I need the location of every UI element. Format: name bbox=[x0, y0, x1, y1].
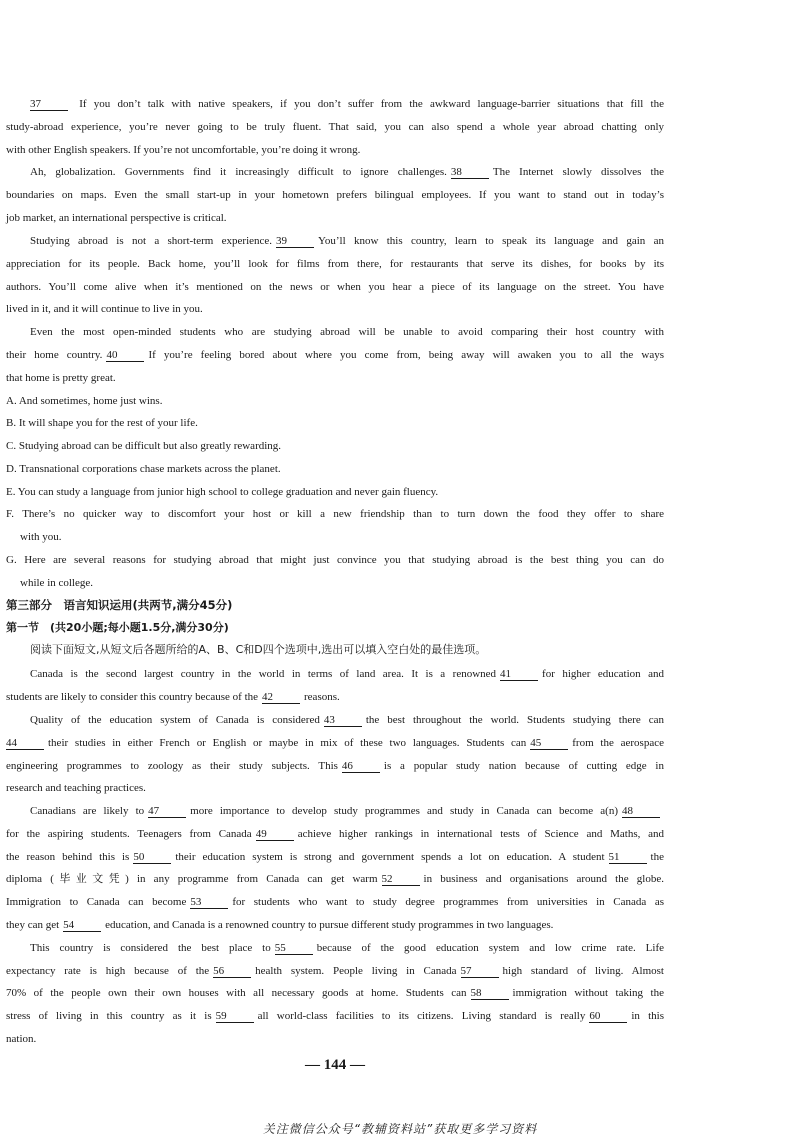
passage-line: Studying abroad is not a short-term experience. 39 You’ll know this country, learn to speak its language and gain an bbox=[30, 235, 665, 247]
blank-47: 47 bbox=[148, 805, 186, 818]
blank-60: 60 bbox=[589, 1010, 627, 1023]
blank-40: 40 bbox=[106, 349, 144, 362]
passage-line: Even the most open-minded students who are studying abroad will be unable to avoid comparing their host country with bbox=[30, 326, 664, 338]
blank-41: 41 bbox=[500, 668, 538, 681]
cloze-line: research and teaching practices. bbox=[6, 782, 146, 794]
passage-line: lived in it, and it will continue to live in you. bbox=[6, 303, 203, 315]
blank-59: 59 bbox=[216, 1010, 254, 1023]
cloze-line: Canadians are likely to 47 more importance to develop study programmes and study in Canada can become a(n) 48 bbox=[30, 804, 664, 818]
blank-51: 51 bbox=[609, 851, 647, 864]
option-a: A. And sometimes, home just wins. bbox=[6, 395, 163, 407]
blank-54: 54 bbox=[63, 919, 101, 932]
section1-heading: 第一节 (共20小题;每小题1.5分,满分30分) bbox=[6, 621, 229, 634]
blank-56: 56 bbox=[213, 965, 251, 978]
blank-58: 58 bbox=[471, 987, 509, 1000]
blank-43: 43 bbox=[324, 714, 362, 727]
blank-45: 45 bbox=[530, 737, 568, 750]
passage-line: authors. You’ll come alive when it’s mentioned on the news or when you hear a piece of its language on the street. You have bbox=[6, 281, 664, 293]
option-g-cont: while in college. bbox=[20, 577, 94, 589]
cloze-line: for the aspiring students. Teenagers from Canada 49 achieve higher rankings in international tests of Science and Maths, and bbox=[6, 828, 665, 840]
passage-line: Ah, globalization. Governments find it increasingly difficult to ignore challenges. 38 The Internet slowly dissolves the bbox=[30, 166, 664, 178]
blank-57: 57 bbox=[461, 965, 499, 978]
passage-line: 37 If you don’t talk with native speakers, if you don’t suffer from the awkward language-barrier situations that fill the bbox=[30, 98, 664, 110]
page-number: — 144 — bbox=[305, 1057, 365, 1073]
blank-50: 50 bbox=[133, 851, 171, 864]
option-f: F. There’s no quicker way to discomfort your host or kill a new friendship than to turn down the food they offer to share bbox=[6, 508, 664, 520]
cloze-line: nation. bbox=[6, 1033, 37, 1045]
blank-42: 42 bbox=[262, 691, 300, 704]
cloze-line: Canada is the second largest country in the world in terms of land area. It is a renowned 41 for higher education and bbox=[30, 668, 664, 680]
instruction: 阅读下面短文,从短文后各题所给的A、B、C和D四个选项中,选出可以填入空白处的最佳选项。 bbox=[30, 643, 487, 656]
passage-line: study-abroad experience, you’re never going to be truly fluent. That said, you can also spend a whole year abroad chatting only bbox=[6, 121, 664, 133]
footer-note: 关注微信公众号“教辅资料站”获取更多学习资料 bbox=[262, 1122, 538, 1136]
blank-39: 39 bbox=[276, 235, 314, 248]
blank-38: 38 bbox=[451, 166, 489, 179]
blank-55: 55 bbox=[275, 942, 313, 955]
cloze-line: expectancy rate is high because of the 56 health system. People living in Canada 57 high standard of living. Almost bbox=[6, 965, 664, 977]
part3-heading: 第三部分 语言知识运用(共两节,满分45分) bbox=[6, 598, 233, 612]
option-e: E. You can study a language from junior high school to college graduation and never gain fluency. bbox=[6, 486, 439, 498]
blank-52: 52 bbox=[382, 873, 420, 886]
option-g: G. Here are several reasons for studying abroad that might just convince you that studying abroad is the best thing you can do bbox=[6, 554, 664, 566]
option-b: B. It will shape you for the rest of your life. bbox=[6, 417, 198, 429]
cloze-line: 44 their studies in either French or English or maybe in mix of these two languages. Students can 45 from the aerospace bbox=[6, 737, 664, 749]
blank-49: 49 bbox=[256, 828, 294, 841]
passage-line: that home is pretty great. bbox=[6, 372, 116, 384]
option-c: C. Studying abroad can be difficult but also greatly rewarding. bbox=[6, 440, 282, 452]
passage-line: their home country. 40 If you’re feeling bored about where you come from, being away will awaken you to all the ways bbox=[6, 349, 664, 361]
cloze-line: diploma (毕业文凭) in any programme from Canada can get warm 52 in business and organisations around the globe. bbox=[6, 873, 664, 885]
blank-46: 46 bbox=[342, 760, 380, 773]
blank-44: 44 bbox=[6, 737, 44, 750]
cloze-line: This country is considered the best place to 55 because of the good education system and low crime rate. Life bbox=[30, 942, 664, 954]
cloze-line: 70% of the people own their own houses with all necessary goods at home. Students can 58 immigration without taking the bbox=[6, 987, 664, 999]
cloze-line: the reason behind this is 50 their education system is strong and government spends a lot on education. A student 51 the bbox=[6, 851, 664, 863]
passage-line: job market, an international perspective is critical. bbox=[6, 212, 227, 224]
blank-37: 37 bbox=[30, 98, 68, 111]
cloze-line: students are likely to consider this country because of the 42 reasons. bbox=[6, 691, 340, 703]
cloze-line: engineering programmes to zoology as their study subjects. This 46 is a popular study nation because of cutting edge in bbox=[6, 760, 664, 772]
blank-53: 53 bbox=[190, 896, 228, 909]
cloze-line: Quality of the education system of Canada is considered 43 the best throughout the world. Students studying there can bbox=[30, 714, 664, 726]
passage-line: boundaries on maps. Even the small start-up in your hometown prefers bilingual employees. If you want to stand out in today’s bbox=[6, 189, 664, 201]
cloze-line: they can get 54 education, and Canada is a renowned country to pursue different study programmes in two languages. bbox=[6, 919, 554, 931]
blank-48: 48 bbox=[622, 805, 660, 818]
passage-line: with other English speakers. If you’re not uncomfortable, you’re doing it wrong. bbox=[6, 144, 361, 156]
option-f-cont: with you. bbox=[20, 531, 62, 543]
passage-line: appreciation for its people. Back home, you’ll look for films from there, for restaurants that serve its dishes, for books by its bbox=[6, 258, 664, 270]
cloze-line: stress of living in this country as it is 59 all world-class facilities to its citizens. Living standard is really 60 in this bbox=[6, 1010, 664, 1022]
cloze-line: Immigration to Canada can become 53 for students who want to study degree programmes from universities in Canada as bbox=[6, 896, 664, 908]
option-d: D. Transnational corporations chase markets across the planet. bbox=[6, 463, 281, 475]
